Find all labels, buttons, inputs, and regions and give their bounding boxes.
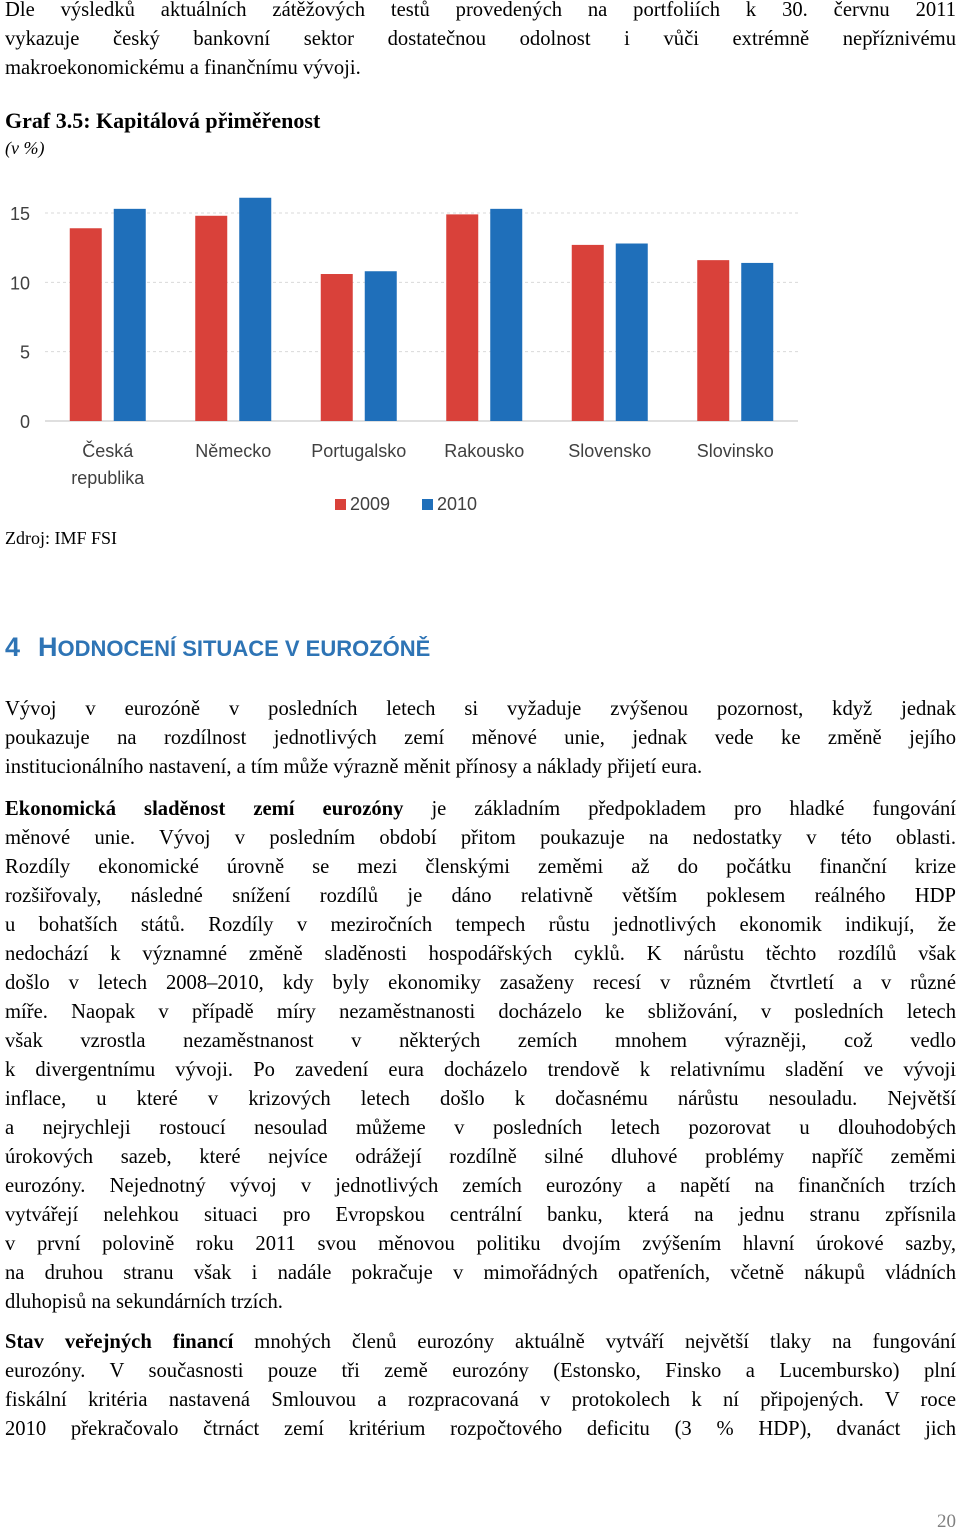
- paragraph-2-first-line-rest: je základním předpokladem pro hladké fungování: [403, 798, 956, 820]
- section-heading: [5, 632, 430, 663]
- chart-bar-2009: [70, 228, 102, 421]
- capital-adequacy-chart: [0, 0, 960, 540]
- chart-legend-swatch: [422, 499, 433, 510]
- paragraph-2-line: inflace, u které v krizových letech došlo k dočasnému nárůstu nesouladu. Největší: [5, 1088, 956, 1110]
- paragraph-2-line: došlo v letech 2008–2010, kdy byly ekonomiky zasaženy recesí v různém čtvrtletí a v různé: [5, 972, 956, 994]
- paragraph-2-line: a nejrychleji rostoucí nesoulad můžeme v posledních letech pozorovat u dlouhodobých: [5, 1117, 956, 1139]
- chart-legend: [335, 494, 477, 514]
- paragraph-2-line: měnové unie. Vývoj v posledním období přitom poukazuje na nedostatky v této oblasti.: [5, 827, 956, 849]
- chart-legend-label: 2009: [350, 494, 391, 514]
- paragraph-2-line: rozšiřovaly, následné snížení rozdílů je dáno relativně větším poklesem reálného HDP: [5, 885, 956, 907]
- chart-bar-2009: [321, 274, 353, 421]
- chart-y-ticks: [10, 204, 30, 432]
- intro-line-3: makroekonomickému a finančnímu vývoji.: [5, 57, 361, 79]
- chart-bar-2009: [697, 260, 729, 421]
- paragraph-1-line: poukazuje na rozdílnost jednotlivých zemí měnové unie, jednak vede ke změně jejího: [5, 727, 956, 749]
- section-title-initial: H: [38, 632, 58, 662]
- chart-bar-2010: [365, 271, 397, 421]
- paragraph-2-line: úrokových sazeb, které nejvíce odrážejí rozdílně silné dluhové problémy napříč zeměmi: [5, 1146, 956, 1168]
- paragraph-3: [5, 1328, 956, 1444]
- chart-x-ticks: [71, 440, 774, 488]
- paragraph-1-line: institucionálního nastavení, a tím může výrazně měnit přínosy a náklady přijetí eura.: [5, 756, 703, 778]
- chart-bar-2009: [446, 214, 478, 421]
- figure-unit: (v %): [5, 138, 45, 158]
- intro-line-1: Dle výsledků aktuálních zátěžových testů provedených na portfoliích k 30. červnu 2011: [5, 0, 956, 21]
- paragraph-2-line: Rozdíly ekonomické úrovně se mezi členskými zeměmi až do počátku finanční krize: [5, 856, 956, 878]
- section-number: 4: [5, 632, 21, 662]
- chart-legend-label: 2010: [437, 494, 478, 514]
- chart-x-tick-label: Portugalsko: [311, 441, 407, 461]
- chart-bars: [70, 198, 774, 421]
- chart-gridlines: [45, 213, 798, 421]
- paragraph-2-line: míře. Naopak v případě míry nezaměstnanosti docházelo ke sbližování, v posledních letech: [5, 1001, 956, 1023]
- paragraph-2: [5, 795, 956, 1317]
- intro-line-2: vykazuje český bankovní sektor dostatečnou odolnost i vůči extrémně nepříznivému: [5, 28, 956, 50]
- chart-y-tick-label: 0: [19, 412, 30, 432]
- chart-x-tick-label: Česká: [82, 441, 134, 461]
- figure-source: Zdroj: IMF FSI: [5, 528, 118, 548]
- paragraph-2-line: eurozóny. Nejednotný vývoj v jednotlivých zemích eurozóny a napětí na finančních trzích: [5, 1175, 956, 1197]
- paragraph-3-line: 2010 překračovalo čtrnáct zemí kritérium rozpočtového deficitu (3 % HDP), dvanáct jich: [5, 1418, 956, 1440]
- paragraph-2-line: nedochází k významné změně sladěnosti hospodářských cyklů. K nárůstu těchto rozdílů však: [5, 943, 956, 965]
- chart-bar-2010: [114, 209, 146, 421]
- chart-y-tick-label: 10: [9, 273, 30, 294]
- chart-bar-2009: [572, 245, 604, 421]
- page-number: 20: [937, 1511, 956, 1532]
- paragraph-1-line: Vývoj v eurozóně v posledních letech si vyžaduje zvýšenou pozornost, když jednak: [5, 698, 956, 720]
- paragraph-2-line: vytvářejí nelehkou situaci pro Evropskou centrální banku, která na jednu stranu zpřísnila: [5, 1204, 956, 1226]
- paragraph-1: [5, 695, 956, 782]
- chart-y-tick-label: 15: [9, 204, 30, 224]
- paragraph-2-line: však vzrostla nezaměstnanost v některých zemích mnohem výrazněji, což vedlo: [5, 1030, 956, 1052]
- chart-x-tick-label: Rakousko: [444, 441, 525, 461]
- chart-x-tick-label: Německo: [195, 441, 272, 461]
- chart-bar-2010: [616, 244, 648, 421]
- paragraph-2-line: k divergentnímu vývoji. Po zavedení eura docházelo trendově k relativnímu sladění ve vývoji: [5, 1059, 956, 1081]
- chart-bar-2010: [239, 198, 271, 421]
- paragraph-2-bold-lead: Ekonomická sladěnost zemí eurozóny: [5, 798, 404, 820]
- chart-x-tick-label: Slovinsko: [696, 441, 774, 461]
- figure-title: Graf 3.5: Kapitálová přiměřenost: [5, 108, 321, 133]
- chart-bar-2009: [195, 216, 227, 421]
- section-title-rest: ODNOCENÍ SITUACE V EUROZÓNĚ: [57, 636, 431, 661]
- paragraph-3-bold-lead: Stav veřejných financí: [5, 1331, 234, 1353]
- paragraph-2-line: dluhopisů na sekundárních trzích.: [5, 1291, 283, 1313]
- paragraph-3-first-line-rest: mnohých členů eurozóny aktuálně vytváří největší tlaky na fungování: [233, 1331, 956, 1353]
- paragraph-2-first-line: [5, 795, 956, 824]
- paragraph-2-line: v první polovině roku 2011 svou měnovou politiku dvojím zvýšením hlavní úrokové sazby,: [5, 1233, 956, 1255]
- chart-y-tick-label: 5: [19, 342, 30, 363]
- chart-bar-2010: [490, 209, 522, 421]
- chart-legend-swatch: [335, 499, 346, 510]
- paragraph-3-line: fiskální kritéria nastavená Smlouvou a rozpracovaná v protokolech k ní připojených. V roce: [5, 1389, 956, 1411]
- chart-bar-2010: [741, 263, 773, 421]
- chart-x-tick-label: Slovensko: [568, 441, 652, 461]
- paragraph-2-line: u bohatších států. Rozdíly v meziročních tempech růstu jednotlivých ekonomik indikují, že: [5, 914, 956, 936]
- paragraph-3-line: eurozóny. V současnosti pouze tři země eurozóny (Estonsko, Finsko a Lucembursko) plní: [5, 1360, 956, 1382]
- paragraph-2-line: na druhou stranu však i nadále pokračuje v mimořádných opatřeních, včetně nákupů vládních: [5, 1262, 956, 1284]
- paragraph-3-first-line: [5, 1328, 956, 1357]
- chart-x-tick-label: republika: [71, 468, 145, 488]
